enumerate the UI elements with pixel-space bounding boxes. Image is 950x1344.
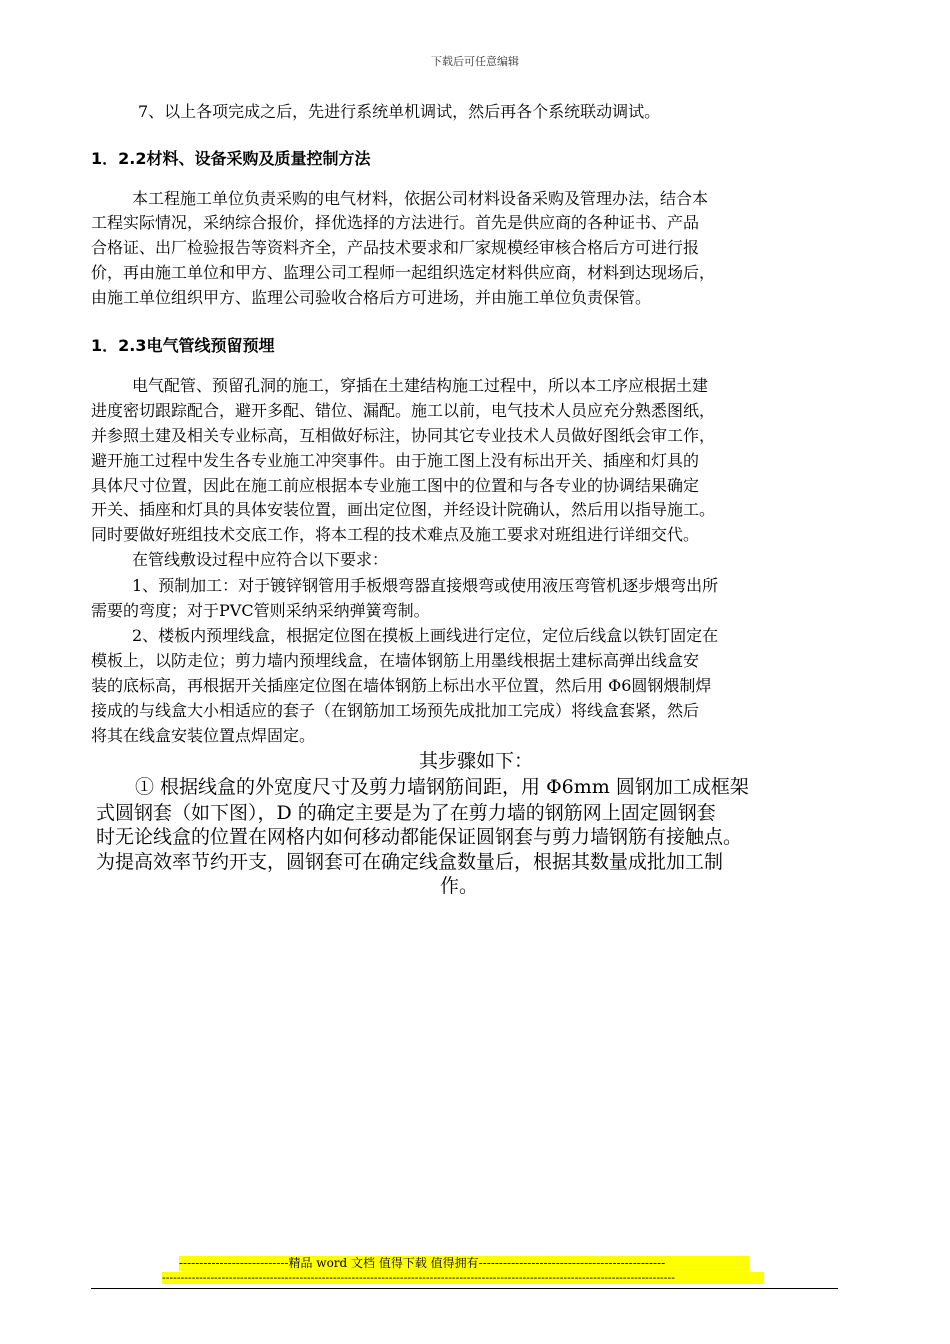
paragraph-line: 2、楼板内预埋线盒，根据定位图在摸板上画线进行定位，定位后线盒以铁钉固定在 xyxy=(132,626,719,645)
paragraph-line: 电气配管、预留孔洞的施工，穿插在土建结构施工过程中，所以本工序应根据土建 xyxy=(132,376,709,395)
paragraph-line: 7、以上各项完成之后，先进行系统单机调试，然后再各个系统联动调试。 xyxy=(138,102,661,121)
paragraph-line: 1、预制加工：对于镀锌钢管用手板煨弯器直接煨弯或使用液压弯管机逐步煨弯出所 xyxy=(132,576,719,595)
paragraph-line: 合格证、出厂检验报告等资料齐全，产品技术要求和厂家规模经审核合格后方可进行报 xyxy=(91,238,700,257)
step-line: ① 根据线盒的外宽度尺寸及剪力墙钢筋间距，用 Φ6mm 圆钢加工成框架 xyxy=(135,776,749,798)
paragraph-line: 同时要做好班组技术交底工作，将本工程的技术难点及施工要求对班组进行详细交代。 xyxy=(91,525,700,544)
paragraph-line: 并参照土建及相关专业标高，互相做好标注，协同其它专业技术人员做好图纸会审工作， xyxy=(91,426,716,445)
paragraph-line: 工程实际情况，采纳综合报价，择优选择的方法进行。首先是供应商的各种证书、产品 xyxy=(91,213,700,232)
paragraph-line: 本工程施工单位负责采购的电气材料，依据公司材料设备采购及管理办法，结合本 xyxy=(132,189,709,208)
paragraph-line: 由施工单位组织甲方、监理公司验收合格后方可进场，并由施工单位负责保管。 xyxy=(91,288,652,307)
paragraph-line: 开关、插座和灯具的具体安装位置，画出定位图，并经设计院确认，然后用以指导施工。 xyxy=(91,500,716,519)
section-heading: 1．2.3电气管线预留预埋 xyxy=(91,336,275,355)
footer-highlight-line: ---------------------------精品 word 文档 值得下载 值得拥有---------------------------------------------- xyxy=(179,1256,749,1271)
page-header: 下载后可任意编辑 xyxy=(431,55,519,68)
step-line: 时无论线盒的位置在网格内如何移动都能保证圆钢套与剪力墙钢筋有接触点。 xyxy=(96,826,743,848)
paragraph-line: 在管线敷设过程中应符合以下要求： xyxy=(132,550,389,569)
paragraph-line: 进度密切跟踪配合，避开多配、错位、漏配。施工以前，电气技术人员应充分熟悉图纸， xyxy=(91,401,716,420)
paragraph-line: 避开施工过程中发生各专业施工冲突事件。由于施工图上没有标出开关、插座和灯具的 xyxy=(91,451,700,470)
footer-dash-line: ------------------------------------------------------------------------------------------------------------------------------------------ xyxy=(162,1272,764,1284)
paragraph-line: 将其在线盒安装位置点焊固定。 xyxy=(91,726,316,745)
section-heading: 1．2.2材料、设备采购及质量控制方法 xyxy=(91,149,371,168)
step-line: 为提高效率节约开支，圆钢套可在确定线盒数量后，根据其数量成批加工制 xyxy=(96,851,724,873)
steps-title: 其步骤如下： xyxy=(419,750,534,772)
step-line: 作。 xyxy=(440,875,479,897)
footer-rule xyxy=(91,1288,838,1289)
paragraph-line: 价，再由施工单位和甲方、监理公司工程师一起组织选定材料供应商，材料到达现场后， xyxy=(91,263,716,282)
paragraph-line: 装的底标高，再根据开关插座定位图在墙体钢筋上标出水平位置，然后用 Φ6圆钢煨制焊 xyxy=(91,676,712,695)
step-line: 式圆钢套（如下图），D 的确定主要是为了在剪力墙的钢筋网上固定圆钢套 xyxy=(96,802,716,824)
paragraph-line: 需要的弯度；对于PVC管则采纳采纳弹簧弯制。 xyxy=(91,601,430,620)
paragraph-line: 具体尺寸位置，因此在施工前应根据本专业施工图中的位置和与各专业的协调结果确定 xyxy=(91,476,700,495)
paragraph-line: 接成的与线盒大小相适应的套子（在钢筋加工场预先成批加工完成）将线盒套紧，然后 xyxy=(91,701,700,720)
paragraph-line: 模板上，以防走位；剪力墙内预埋线盒，在墙体钢筋上用墨线根据土建标高弹出线盒安 xyxy=(91,651,700,670)
